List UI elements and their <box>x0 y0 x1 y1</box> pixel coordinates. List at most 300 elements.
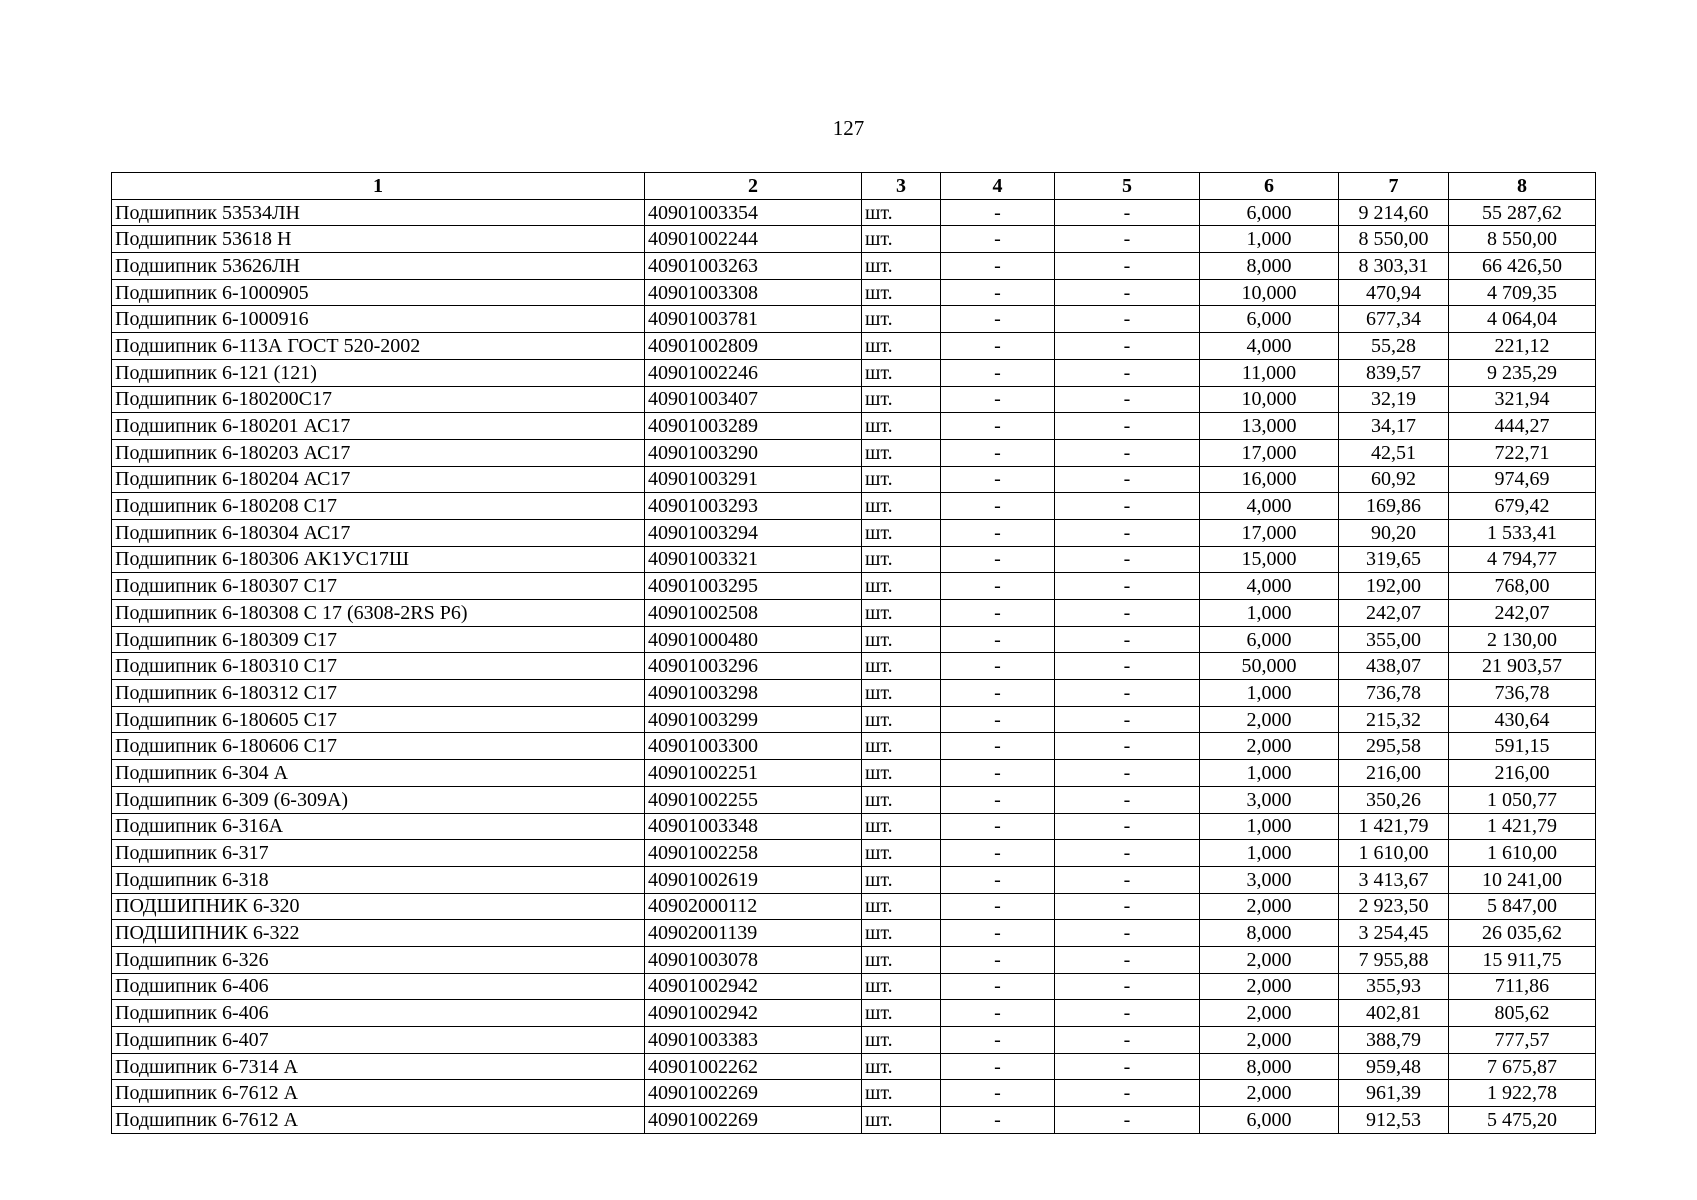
unit-cell: шт. <box>862 893 941 920</box>
quantity-cell: 11,000 <box>1200 359 1339 386</box>
amount-cell: 321,94 <box>1449 386 1596 413</box>
unit-cell: шт. <box>862 519 941 546</box>
quantity-cell: 6,000 <box>1200 199 1339 226</box>
item-code-cell: 40901002255 <box>645 786 862 813</box>
quantity-cell: 2,000 <box>1200 1080 1339 1107</box>
col5-cell: - <box>1055 439 1200 466</box>
col4-cell: - <box>941 253 1055 280</box>
table-row <box>112 493 1596 520</box>
col4-cell: - <box>941 493 1055 520</box>
col5-cell: - <box>1055 733 1200 760</box>
price-cell: 3 254,45 <box>1339 920 1449 947</box>
quantity-cell: 4,000 <box>1200 333 1339 360</box>
item-code-cell: 40901002251 <box>645 760 862 787</box>
unit-cell: шт. <box>862 1107 941 1134</box>
col4-cell: - <box>941 760 1055 787</box>
col4-cell: - <box>941 413 1055 440</box>
col5-cell: - <box>1055 546 1200 573</box>
price-cell: 9 214,60 <box>1339 199 1449 226</box>
table-row <box>112 1027 1596 1054</box>
item-name-cell: Подшипник 6-180312 С17 <box>112 680 645 707</box>
unit-cell: шт. <box>862 840 941 867</box>
item-name-cell: Подшипник 6-318 <box>112 866 645 893</box>
item-name-cell: Подшипник 6-406 <box>112 973 645 1000</box>
item-code-cell: 40901002942 <box>645 1000 862 1027</box>
col5-cell: - <box>1055 813 1200 840</box>
table-row <box>112 253 1596 280</box>
item-name-cell: Подшипник 6-180200С17 <box>112 386 645 413</box>
unit-cell: шт. <box>862 1000 941 1027</box>
unit-cell: шт. <box>862 466 941 493</box>
quantity-cell: 15,000 <box>1200 546 1339 573</box>
quantity-cell: 8,000 <box>1200 1053 1339 1080</box>
unit-cell: шт. <box>862 359 941 386</box>
item-code-cell: 40901002246 <box>645 359 862 386</box>
table-row <box>112 359 1596 386</box>
quantity-cell: 2,000 <box>1200 1027 1339 1054</box>
item-code-cell: 40901003781 <box>645 306 862 333</box>
table-row <box>112 680 1596 707</box>
table-row <box>112 466 1596 493</box>
price-cell: 677,34 <box>1339 306 1449 333</box>
col4-cell: - <box>941 840 1055 867</box>
col5-cell: - <box>1055 680 1200 707</box>
item-code-cell: 40901000480 <box>645 626 862 653</box>
table-row <box>112 920 1596 947</box>
quantity-cell: 3,000 <box>1200 786 1339 813</box>
item-code-cell: 40901002262 <box>645 1053 862 1080</box>
item-name-cell: Подшипник 6-180304 АС17 <box>112 519 645 546</box>
table-row <box>112 546 1596 573</box>
price-cell: 438,07 <box>1339 653 1449 680</box>
quantity-cell: 2,000 <box>1200 733 1339 760</box>
unit-cell: шт. <box>862 1053 941 1080</box>
item-name-cell: Подшипник 6-317 <box>112 840 645 867</box>
col4-cell: - <box>941 626 1055 653</box>
amount-cell: 4 794,77 <box>1449 546 1596 573</box>
col5-cell: - <box>1055 760 1200 787</box>
quantity-cell: 4,000 <box>1200 573 1339 600</box>
item-name-cell: Подшипник 6-180308 С 17 (6308-2RS P6) <box>112 600 645 627</box>
item-code-cell: 40902000112 <box>645 893 862 920</box>
col5-cell: - <box>1055 973 1200 1000</box>
item-name-cell: Подшипник 6-406 <box>112 1000 645 1027</box>
table-row <box>112 226 1596 253</box>
table-row <box>112 600 1596 627</box>
item-code-cell: 40901002508 <box>645 600 862 627</box>
col4-cell: - <box>941 306 1055 333</box>
unit-cell: шт. <box>862 413 941 440</box>
unit-cell: шт. <box>862 733 941 760</box>
unit-cell: шт. <box>862 653 941 680</box>
item-code-cell: 40901002619 <box>645 866 862 893</box>
item-name-cell: Подшипник 6-304 А <box>112 760 645 787</box>
unit-cell: шт. <box>862 253 941 280</box>
item-code-cell: 40901003321 <box>645 546 862 573</box>
quantity-cell: 10,000 <box>1200 279 1339 306</box>
quantity-cell: 1,000 <box>1200 840 1339 867</box>
item-name-cell: Подшипник 6-7314 А <box>112 1053 645 1080</box>
amount-cell: 15 911,75 <box>1449 946 1596 973</box>
item-code-cell: 40901003296 <box>645 653 862 680</box>
col5-cell: - <box>1055 626 1200 653</box>
price-cell: 355,93 <box>1339 973 1449 1000</box>
unit-cell: шт. <box>862 813 941 840</box>
quantity-cell: 8,000 <box>1200 253 1339 280</box>
col4-cell: - <box>941 706 1055 733</box>
col4-cell: - <box>941 946 1055 973</box>
item-code-cell: 40901002269 <box>645 1107 862 1134</box>
price-cell: 192,00 <box>1339 573 1449 600</box>
amount-cell: 10 241,00 <box>1449 866 1596 893</box>
col4-cell: - <box>941 1000 1055 1027</box>
unit-cell: шт. <box>862 279 941 306</box>
item-name-cell: Подшипник 6-180201 АС17 <box>112 413 645 440</box>
col5-cell: - <box>1055 653 1200 680</box>
unit-cell: шт. <box>862 920 941 947</box>
amount-cell: 768,00 <box>1449 573 1596 600</box>
table-row <box>112 333 1596 360</box>
quantity-cell: 2,000 <box>1200 1000 1339 1027</box>
price-cell: 355,00 <box>1339 626 1449 653</box>
amount-cell: 1 610,00 <box>1449 840 1596 867</box>
price-cell: 90,20 <box>1339 519 1449 546</box>
quantity-cell: 4,000 <box>1200 493 1339 520</box>
col5-cell: - <box>1055 866 1200 893</box>
item-name-cell: Подшипник 6-180605 С17 <box>112 706 645 733</box>
col4-cell: - <box>941 653 1055 680</box>
col5-cell: - <box>1055 1000 1200 1027</box>
table-row <box>112 439 1596 466</box>
item-code-cell: 40901002244 <box>645 226 862 253</box>
unit-cell: шт. <box>862 573 941 600</box>
col4-cell: - <box>941 439 1055 466</box>
item-code-cell: 40901003354 <box>645 199 862 226</box>
item-name-cell: Подшипник 6-121 (121) <box>112 359 645 386</box>
col5-cell: - <box>1055 199 1200 226</box>
quantity-cell: 1,000 <box>1200 680 1339 707</box>
amount-cell: 1 421,79 <box>1449 813 1596 840</box>
unit-cell: шт. <box>862 306 941 333</box>
item-code-cell: 40901003078 <box>645 946 862 973</box>
inventory-table <box>111 172 1596 1134</box>
col5-cell: - <box>1055 786 1200 813</box>
item-code-cell: 40901003295 <box>645 573 862 600</box>
price-cell: 350,26 <box>1339 786 1449 813</box>
price-cell: 55,28 <box>1339 333 1449 360</box>
table-row <box>112 1080 1596 1107</box>
item-name-cell: Подшипник 53626ЛН <box>112 253 645 280</box>
quantity-cell: 16,000 <box>1200 466 1339 493</box>
unit-cell: шт. <box>862 1027 941 1054</box>
unit-cell: шт. <box>862 786 941 813</box>
item-name-cell: Подшипник 6-7612 А <box>112 1080 645 1107</box>
unit-cell: шт. <box>862 706 941 733</box>
col4-cell: - <box>941 973 1055 1000</box>
item-code-cell: 40901002809 <box>645 333 862 360</box>
table-row <box>112 866 1596 893</box>
col5-cell: - <box>1055 1080 1200 1107</box>
col4-cell: - <box>941 226 1055 253</box>
col5-cell: - <box>1055 493 1200 520</box>
table-row <box>112 973 1596 1000</box>
quantity-cell: 1,000 <box>1200 600 1339 627</box>
unit-cell: шт. <box>862 226 941 253</box>
item-name-cell: Подшипник 6-407 <box>112 1027 645 1054</box>
quantity-cell: 2,000 <box>1200 706 1339 733</box>
price-cell: 959,48 <box>1339 1053 1449 1080</box>
amount-cell: 4 064,04 <box>1449 306 1596 333</box>
quantity-cell: 1,000 <box>1200 226 1339 253</box>
col5-cell: - <box>1055 306 1200 333</box>
table-row <box>112 733 1596 760</box>
column-header: 1 <box>112 173 645 200</box>
table-row <box>112 893 1596 920</box>
item-name-cell: Подшипник 6-180204 АС17 <box>112 466 645 493</box>
item-code-cell: 40901003291 <box>645 466 862 493</box>
col5-cell: - <box>1055 519 1200 546</box>
item-code-cell: 40901003294 <box>645 519 862 546</box>
item-name-cell: Подшипник 6-113А ГОСТ 520-2002 <box>112 333 645 360</box>
item-code-cell: 40901002942 <box>645 973 862 1000</box>
price-cell: 34,17 <box>1339 413 1449 440</box>
item-name-cell: Подшипник 53534ЛН <box>112 199 645 226</box>
col4-cell: - <box>941 359 1055 386</box>
column-header: 3 <box>862 173 941 200</box>
table-row <box>112 519 1596 546</box>
amount-cell: 55 287,62 <box>1449 199 1596 226</box>
item-name-cell: Подшипник 6-316А <box>112 813 645 840</box>
item-name-cell: ПОДШИПНИК 6-320 <box>112 893 645 920</box>
column-header: 4 <box>941 173 1055 200</box>
col5-cell: - <box>1055 893 1200 920</box>
col5-cell: - <box>1055 333 1200 360</box>
item-name-cell: Подшипник 6-180309 С17 <box>112 626 645 653</box>
unit-cell: шт. <box>862 333 941 360</box>
col5-cell: - <box>1055 1027 1200 1054</box>
price-cell: 1 610,00 <box>1339 840 1449 867</box>
item-name-cell: Подшипник 6-1000916 <box>112 306 645 333</box>
item-code-cell: 40901003300 <box>645 733 862 760</box>
amount-cell: 2 130,00 <box>1449 626 1596 653</box>
col4-cell: - <box>941 893 1055 920</box>
col4-cell: - <box>941 333 1055 360</box>
col4-cell: - <box>941 519 1055 546</box>
unit-cell: шт. <box>862 546 941 573</box>
price-cell: 215,32 <box>1339 706 1449 733</box>
amount-cell: 722,71 <box>1449 439 1596 466</box>
table-row <box>112 1000 1596 1027</box>
price-cell: 961,39 <box>1339 1080 1449 1107</box>
price-cell: 3 413,67 <box>1339 866 1449 893</box>
col5-cell: - <box>1055 706 1200 733</box>
col4-cell: - <box>941 573 1055 600</box>
price-cell: 1 421,79 <box>1339 813 1449 840</box>
col4-cell: - <box>941 920 1055 947</box>
amount-cell: 5 475,20 <box>1449 1107 1596 1134</box>
unit-cell: шт. <box>862 760 941 787</box>
amount-cell: 1 050,77 <box>1449 786 1596 813</box>
amount-cell: 21 903,57 <box>1449 653 1596 680</box>
col4-cell: - <box>941 600 1055 627</box>
price-cell: 42,51 <box>1339 439 1449 466</box>
quantity-cell: 17,000 <box>1200 519 1339 546</box>
price-cell: 402,81 <box>1339 1000 1449 1027</box>
col4-cell: - <box>941 680 1055 707</box>
price-cell: 736,78 <box>1339 680 1449 707</box>
unit-cell: шт. <box>862 946 941 973</box>
amount-cell: 9 235,29 <box>1449 359 1596 386</box>
item-name-cell: Подшипник 6-326 <box>112 946 645 973</box>
unit-cell: шт. <box>862 626 941 653</box>
price-cell: 32,19 <box>1339 386 1449 413</box>
table-row <box>112 653 1596 680</box>
amount-cell: 26 035,62 <box>1449 920 1596 947</box>
table-row <box>112 1107 1596 1134</box>
col5-cell: - <box>1055 840 1200 867</box>
price-cell: 169,86 <box>1339 493 1449 520</box>
price-cell: 242,07 <box>1339 600 1449 627</box>
quantity-cell: 17,000 <box>1200 439 1339 466</box>
unit-cell: шт. <box>862 1080 941 1107</box>
table-row <box>112 1053 1596 1080</box>
col5-cell: - <box>1055 253 1200 280</box>
item-code-cell: 40902001139 <box>645 920 862 947</box>
price-cell: 2 923,50 <box>1339 893 1449 920</box>
item-code-cell: 40901003348 <box>645 813 862 840</box>
amount-cell: 8 550,00 <box>1449 226 1596 253</box>
col4-cell: - <box>941 866 1055 893</box>
amount-cell: 805,62 <box>1449 1000 1596 1027</box>
amount-cell: 711,86 <box>1449 973 1596 1000</box>
quantity-cell: 3,000 <box>1200 866 1339 893</box>
unit-cell: шт. <box>862 439 941 466</box>
unit-cell: шт. <box>862 600 941 627</box>
price-cell: 470,94 <box>1339 279 1449 306</box>
item-name-cell: Подшипник 6-180306 АК1УС17Ш <box>112 546 645 573</box>
price-cell: 912,53 <box>1339 1107 1449 1134</box>
table-row <box>112 786 1596 813</box>
table-row <box>112 413 1596 440</box>
item-name-cell: Подшипник 6-1000905 <box>112 279 645 306</box>
quantity-cell: 6,000 <box>1200 306 1339 333</box>
col4-cell: - <box>941 546 1055 573</box>
table-row <box>112 946 1596 973</box>
quantity-cell: 10,000 <box>1200 386 1339 413</box>
col5-cell: - <box>1055 573 1200 600</box>
column-header: 5 <box>1055 173 1200 200</box>
table-row <box>112 386 1596 413</box>
quantity-cell: 2,000 <box>1200 893 1339 920</box>
item-code-cell: 40901003407 <box>645 386 862 413</box>
price-cell: 319,65 <box>1339 546 1449 573</box>
table-row <box>112 626 1596 653</box>
item-code-cell: 40901003308 <box>645 279 862 306</box>
amount-cell: 444,27 <box>1449 413 1596 440</box>
item-name-cell: Подшипник 6-180208 С17 <box>112 493 645 520</box>
item-name-cell: Подшипник 6-309 (6-309А) <box>112 786 645 813</box>
quantity-cell: 50,000 <box>1200 653 1339 680</box>
amount-cell: 4 709,35 <box>1449 279 1596 306</box>
unit-cell: шт. <box>862 493 941 520</box>
amount-cell: 221,12 <box>1449 333 1596 360</box>
amount-cell: 679,42 <box>1449 493 1596 520</box>
col4-cell: - <box>941 199 1055 226</box>
item-code-cell: 40901003298 <box>645 680 862 707</box>
col5-cell: - <box>1055 359 1200 386</box>
col5-cell: - <box>1055 466 1200 493</box>
item-name-cell: ПОДШИПНИК 6-322 <box>112 920 645 947</box>
table-body <box>112 199 1596 1133</box>
amount-cell: 736,78 <box>1449 680 1596 707</box>
col4-cell: - <box>941 386 1055 413</box>
quantity-cell: 6,000 <box>1200 1107 1339 1134</box>
col5-cell: - <box>1055 946 1200 973</box>
item-code-cell: 40901003263 <box>645 253 862 280</box>
col5-cell: - <box>1055 600 1200 627</box>
price-cell: 216,00 <box>1339 760 1449 787</box>
amount-cell: 66 426,50 <box>1449 253 1596 280</box>
price-cell: 7 955,88 <box>1339 946 1449 973</box>
item-name-cell: Подшипник 6-180606 С17 <box>112 733 645 760</box>
col4-cell: - <box>941 786 1055 813</box>
table-row <box>112 279 1596 306</box>
unit-cell: шт. <box>862 866 941 893</box>
table-row <box>112 306 1596 333</box>
item-code-cell: 40901003289 <box>645 413 862 440</box>
amount-cell: 777,57 <box>1449 1027 1596 1054</box>
col5-cell: - <box>1055 413 1200 440</box>
quantity-cell: 2,000 <box>1200 973 1339 1000</box>
item-name-cell: Подшипник 6-7612 А <box>112 1107 645 1134</box>
col4-cell: - <box>941 1027 1055 1054</box>
col4-cell: - <box>941 279 1055 306</box>
amount-cell: 242,07 <box>1449 600 1596 627</box>
col4-cell: - <box>941 1053 1055 1080</box>
item-code-cell: 40901002269 <box>645 1080 862 1107</box>
table-row <box>112 840 1596 867</box>
quantity-cell: 8,000 <box>1200 920 1339 947</box>
amount-cell: 1 922,78 <box>1449 1080 1596 1107</box>
col5-cell: - <box>1055 920 1200 947</box>
price-cell: 8 303,31 <box>1339 253 1449 280</box>
item-code-cell: 40901003293 <box>645 493 862 520</box>
table-row <box>112 199 1596 226</box>
price-cell: 295,58 <box>1339 733 1449 760</box>
quantity-cell: 1,000 <box>1200 760 1339 787</box>
table-row <box>112 706 1596 733</box>
col4-cell: - <box>941 466 1055 493</box>
col5-cell: - <box>1055 1107 1200 1134</box>
item-code-cell: 40901002258 <box>645 840 862 867</box>
col4-cell: - <box>941 813 1055 840</box>
price-cell: 839,57 <box>1339 359 1449 386</box>
quantity-cell: 6,000 <box>1200 626 1339 653</box>
item-name-cell: Подшипник 53618 Н <box>112 226 645 253</box>
col4-cell: - <box>941 1107 1055 1134</box>
amount-cell: 216,00 <box>1449 760 1596 787</box>
item-code-cell: 40901003299 <box>645 706 862 733</box>
quantity-cell: 13,000 <box>1200 413 1339 440</box>
table-row <box>112 813 1596 840</box>
unit-cell: шт. <box>862 199 941 226</box>
col5-cell: - <box>1055 1053 1200 1080</box>
price-cell: 60,92 <box>1339 466 1449 493</box>
unit-cell: шт. <box>862 680 941 707</box>
column-header: 7 <box>1339 173 1449 200</box>
amount-cell: 1 533,41 <box>1449 519 1596 546</box>
unit-cell: шт. <box>862 973 941 1000</box>
